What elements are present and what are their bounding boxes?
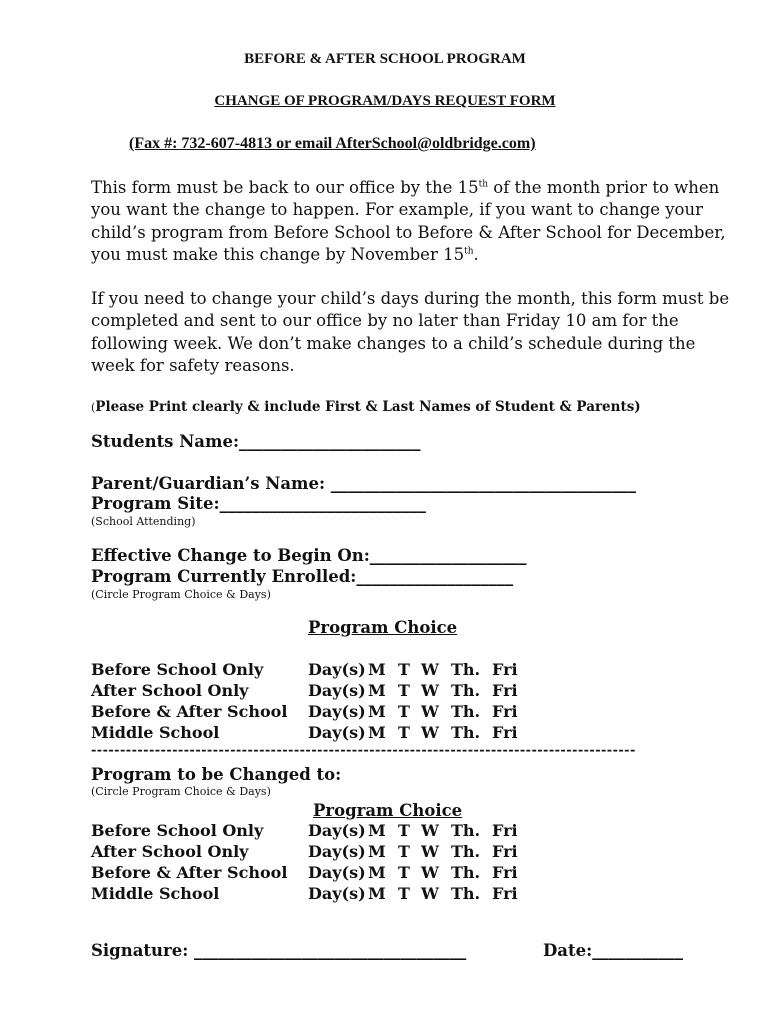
program-choice-heading: Program Choice: [308, 618, 458, 637]
day-option[interactable]: W: [421, 863, 439, 882]
parent-name-field[interactable]: Parent/Guardian’s Name: _____________________________________: [91, 474, 637, 493]
day-option[interactable]: W: [421, 681, 439, 700]
day-option[interactable]: Fri: [492, 821, 518, 840]
day-option[interactable]: Th.: [451, 702, 481, 721]
day-option[interactable]: W: [421, 842, 439, 861]
day-option[interactable]: W: [421, 702, 439, 721]
program-choice-heading-2: Program Choice: [313, 801, 463, 820]
form-subtitle: CHANGE OF PROGRAM/DAYS REQUEST FORM: [214, 93, 556, 109]
program-to-be-changed-label: Program to be Changed to:: [91, 765, 342, 784]
day-option[interactable]: Th.: [451, 681, 481, 700]
day-option[interactable]: Fri: [492, 723, 518, 742]
current-program-option[interactable]: Before School Only: [91, 660, 264, 679]
day-option[interactable]: Fri: [492, 842, 518, 861]
circle-hint-2: (Circle Program Choice & Days): [91, 785, 271, 798]
day-option[interactable]: M: [368, 821, 386, 840]
day-option[interactable]: T: [398, 723, 410, 742]
day-option[interactable]: Fri: [492, 884, 518, 903]
days-label: Day(s): [308, 863, 366, 882]
day-option[interactable]: M: [368, 863, 386, 882]
day-option[interactable]: T: [398, 660, 410, 679]
effective-date-field[interactable]: Effective Change to Begin On:___________________: [91, 546, 527, 565]
days-label: Day(s): [308, 821, 366, 840]
new-program-option[interactable]: Before School Only: [91, 821, 264, 840]
day-option[interactable]: W: [421, 884, 439, 903]
day-option[interactable]: Th.: [451, 884, 481, 903]
new-program-option[interactable]: Middle School: [91, 884, 220, 903]
day-option[interactable]: T: [398, 884, 410, 903]
new-program-option[interactable]: Before & After School: [91, 863, 288, 882]
new-program-option[interactable]: After School Only: [91, 842, 249, 861]
current-program-field[interactable]: Program Currently Enrolled:___________________: [91, 567, 514, 586]
day-option[interactable]: T: [398, 842, 410, 861]
day-option[interactable]: Th.: [451, 863, 481, 882]
day-option[interactable]: Th.: [451, 660, 481, 679]
intro-paragraph-2: If you need to change your child’s days during the month, this form must be completed and sent to our office by no later than Friday 10 am for the following week. We don’t make changes to a child’s schedule during the week for safety reasons.: [91, 289, 730, 375]
current-program-option[interactable]: After School Only: [91, 681, 249, 700]
day-option[interactable]: M: [368, 842, 386, 861]
current-program-option[interactable]: Middle School: [91, 723, 220, 742]
student-name-field[interactable]: Students Name:______________________: [91, 432, 421, 451]
program-site-field[interactable]: Program Site:_________________________: [91, 494, 426, 513]
day-option[interactable]: T: [398, 863, 410, 882]
day-option[interactable]: Fri: [492, 660, 518, 679]
day-option[interactable]: T: [398, 702, 410, 721]
day-option[interactable]: M: [368, 702, 386, 721]
day-option[interactable]: W: [421, 660, 439, 679]
day-option[interactable]: Th.: [451, 723, 481, 742]
site-hint: (School Attending): [91, 515, 196, 528]
day-option[interactable]: Fri: [492, 702, 518, 721]
day-option[interactable]: T: [398, 821, 410, 840]
day-option[interactable]: Fri: [492, 863, 518, 882]
days-label: Day(s): [308, 702, 366, 721]
day-option[interactable]: M: [368, 660, 386, 679]
day-option[interactable]: M: [368, 681, 386, 700]
day-option[interactable]: M: [368, 884, 386, 903]
signature-field[interactable]: Signature: _________________________________: [91, 941, 467, 960]
day-option[interactable]: W: [421, 723, 439, 742]
day-option[interactable]: Th.: [451, 842, 481, 861]
current-program-option[interactable]: Before & After School: [91, 702, 288, 721]
day-option[interactable]: M: [368, 723, 386, 742]
day-option[interactable]: Fri: [492, 681, 518, 700]
intro-paragraph-1: This form must be back to our office by the 15th of the month prior to when you want the change to happen. For example, if you want to change your child’s program from Before School to Before & After School for December, you must make this change by November 15th.: [91, 178, 726, 264]
days-label: Day(s): [308, 660, 366, 679]
day-option[interactable]: T: [398, 681, 410, 700]
print-instructions: (Please Print clearly & include First & Last Names of Student & Parents): [91, 399, 641, 415]
days-label: Day(s): [308, 884, 366, 903]
date-field[interactable]: Date:___________: [543, 941, 683, 960]
day-option[interactable]: W: [421, 821, 439, 840]
circle-hint: (Circle Program Choice & Days): [91, 588, 271, 601]
form-title: BEFORE & AFTER SCHOOL PROGRAM: [244, 51, 526, 67]
day-option[interactable]: Th.: [451, 821, 481, 840]
days-label: Day(s): [308, 723, 366, 742]
section-divider: ----------------------------------------------------------------------------------------------: [91, 743, 636, 758]
days-label: Day(s): [308, 681, 366, 700]
contact-line: (Fax #: 732-607-4813 or email AfterSchool@oldbridge.com): [129, 135, 536, 152]
days-label: Day(s): [308, 842, 366, 861]
